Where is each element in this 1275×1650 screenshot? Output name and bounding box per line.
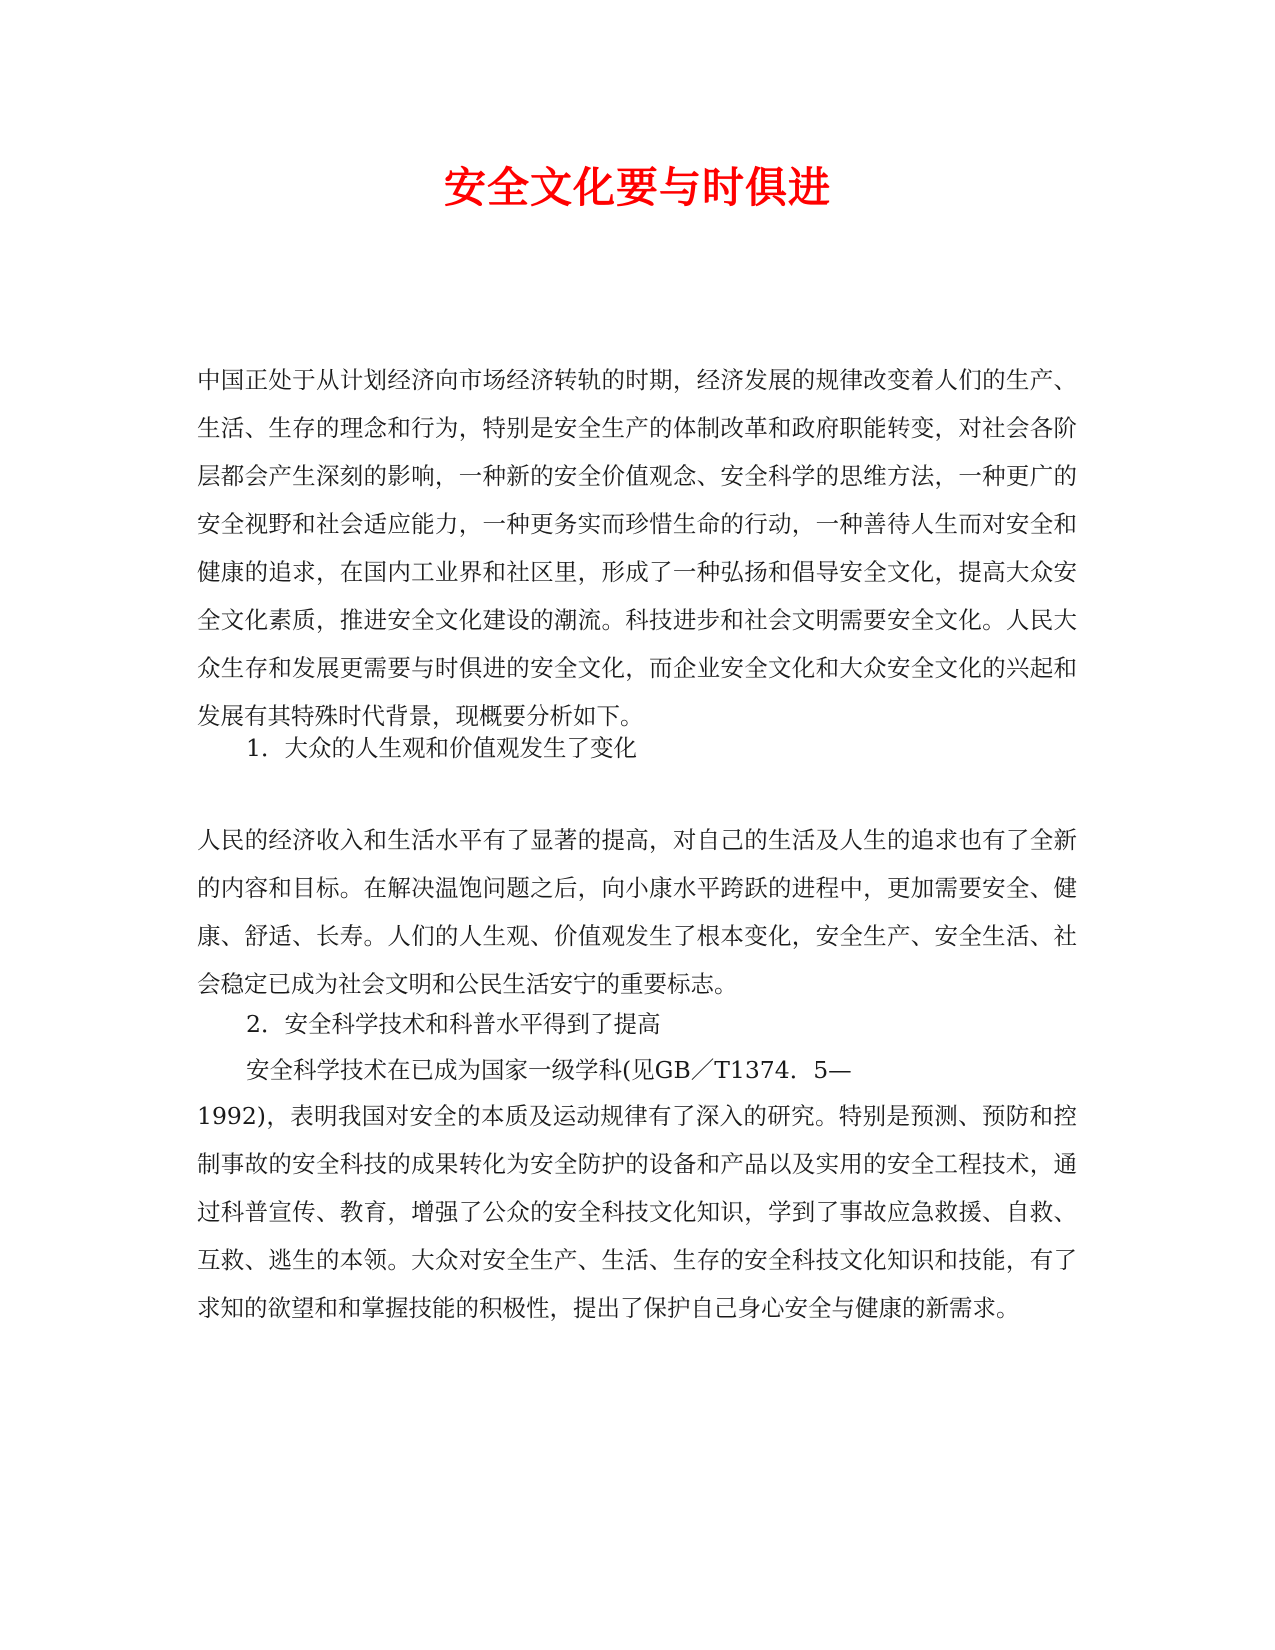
paragraph-section-2-first-line: 安全科学技术在已成为国家一级学科(见GB／T1374．5—	[246, 1056, 852, 1084]
document-title: 安全文化要与时俱进	[443, 163, 831, 212]
paragraph-section-2: 1992)，表明我国对安全的本质及运动规律有了深入的研究。特别是预测、预防和控制事故的安全科技的成果转化为安全防护的设备和产品以及实用的安全工程技术，通过科普宣传、教育，增强了公众的安全科技文化知识，学到了事故应急救援、自救、互救、逃生的本领。大众对安全生产、生活、生存的安全科技文化知识和技能，有了求知的欲望和和掌握技能的积极性，提出了保护自己身心安全与健康的新需求。	[197, 1102, 1077, 1322]
section-heading-2: 2．安全科学技术和科普水平得到了提高	[246, 1010, 661, 1038]
paragraph-intro: 中国正处于从计划经济向市场经济转轨的时期，经济发展的规律改变着人们的生产、生活、生存的理念和行为，特别是安全生产的体制改革和政府职能转变，对社会各阶层都会产生深刻的影响，一种新的安全价值观念、安全科学的思维方法，一种更广的安全视野和社会适应能力，一种更务实而珍惜生命的行动，一种善待人生而对安全和健康的追求，在国内工业界和社区里，形成了一种弘扬和倡导安全文化，提高大众安全文化素质，推进安全文化建设的潮流。科技进步和社会文明需要安全文化。人民大众生存和发展更需要与时俱进的安全文化，而企业安全文化和大众安全文化的兴起和发展有其特殊时代背景，现概要分析如下。	[197, 366, 1077, 730]
section-heading-1: 1．大众的人生观和价值观发生了变化	[246, 734, 637, 762]
paragraph-section-1: 人民的经济收入和生活水平有了显著的提高，对自己的生活及人生的追求也有了全新的内容和目标。在解决温饱问题之后，向小康水平跨跃的进程中，更加需要安全、健康、舒适、长寿。人们的人生观、价值观发生了根本变化，安全生产、安全生活、社会稳定已成为社会文明和公民生活安宁的重要标志。	[197, 826, 1077, 998]
